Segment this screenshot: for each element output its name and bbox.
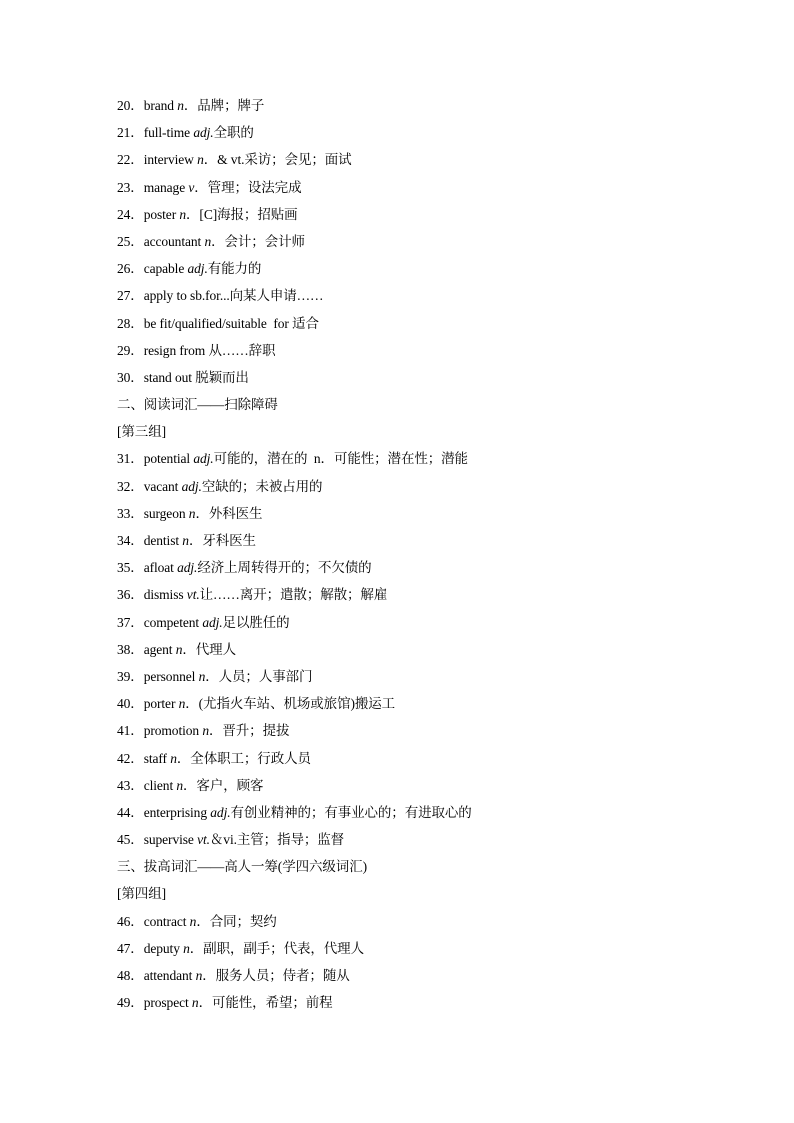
list-item: 41．promotion n．晋升；提拔	[117, 723, 290, 739]
list-item: 38．agent n．代理人	[117, 641, 236, 657]
list-item: 46．contract n．合同；契约	[117, 913, 277, 929]
list-item: 42．staff n．全体职工；行政人员	[117, 750, 311, 766]
list-item: 25．accountant n．会计；会计师	[117, 233, 305, 249]
list-item: 26．capable adj.有能力的	[117, 261, 262, 277]
section-heading-reading-vocabulary: 二、阅读词汇——扫除障碍	[117, 397, 278, 413]
list-item: 20．brand n．品牌；牌子	[117, 98, 265, 113]
list-item: 29．resign from 从……辞职	[117, 342, 276, 358]
list-item: 28．be fit/qualified/suitable for 适合	[117, 315, 319, 331]
list-item: 44．enterprising adj.有创业精神的；有事业心的；有进取心的	[117, 804, 472, 820]
group-label-3: [第三组]	[117, 424, 166, 440]
list-item: 49．prospect n．可能性，希望；前程	[117, 995, 333, 1011]
group-label-4: [第四组]	[117, 886, 166, 902]
list-item: 22．interview n．& vt.采访；会见；面试	[117, 152, 352, 168]
list-item: 31．potential adj.可能的，潜在的 n．可能性；潜在性；潜能	[117, 451, 468, 467]
list-item: 39．personnel n．人员；人事部门	[117, 668, 313, 684]
list-item: 47．deputy n．副职，副手；代表，代理人	[117, 940, 364, 956]
list-item: 45．supervise vt.＆vi.主管；指导；监督	[117, 832, 345, 848]
list-item: 21．full-time adj.全职的	[117, 125, 254, 141]
list-item: 34．dentist n．牙科医生	[117, 533, 256, 548]
list-item: 37．competent adj.足以胜任的	[117, 614, 290, 630]
vocabulary-list	[117, 92, 737, 1016]
list-item: 23．manage v．管理；设法完成	[117, 179, 302, 195]
list-item: 32．vacant adj.空缺的；未被占用的	[117, 478, 323, 494]
list-item: 35．afloat adj.经济上周转得开的；不欠债的	[117, 560, 372, 576]
list-item: 24．poster n．[C]海报；招贴画	[117, 206, 298, 222]
list-item: 27．apply to sb.for...向某人申请……	[117, 288, 324, 304]
list-item: 30．stand out 脱颖而出	[117, 369, 249, 385]
list-item: 36．dismiss vt.让……离开；遣散；解散；解雇	[117, 587, 388, 603]
list-item: 43．client n．客户，顾客	[117, 777, 264, 793]
list-item: 33．surgeon n．外科医生	[117, 505, 263, 521]
section-heading-advanced-vocabulary: 三、拔高词汇——高人一筹(学四六级词汇)	[117, 859, 367, 875]
list-item: 40．porter n．(尤指火车站、机场或旅馆)搬运工	[117, 696, 396, 712]
list-item: 48．attendant n．服务人员；侍者；随从	[117, 968, 350, 983]
